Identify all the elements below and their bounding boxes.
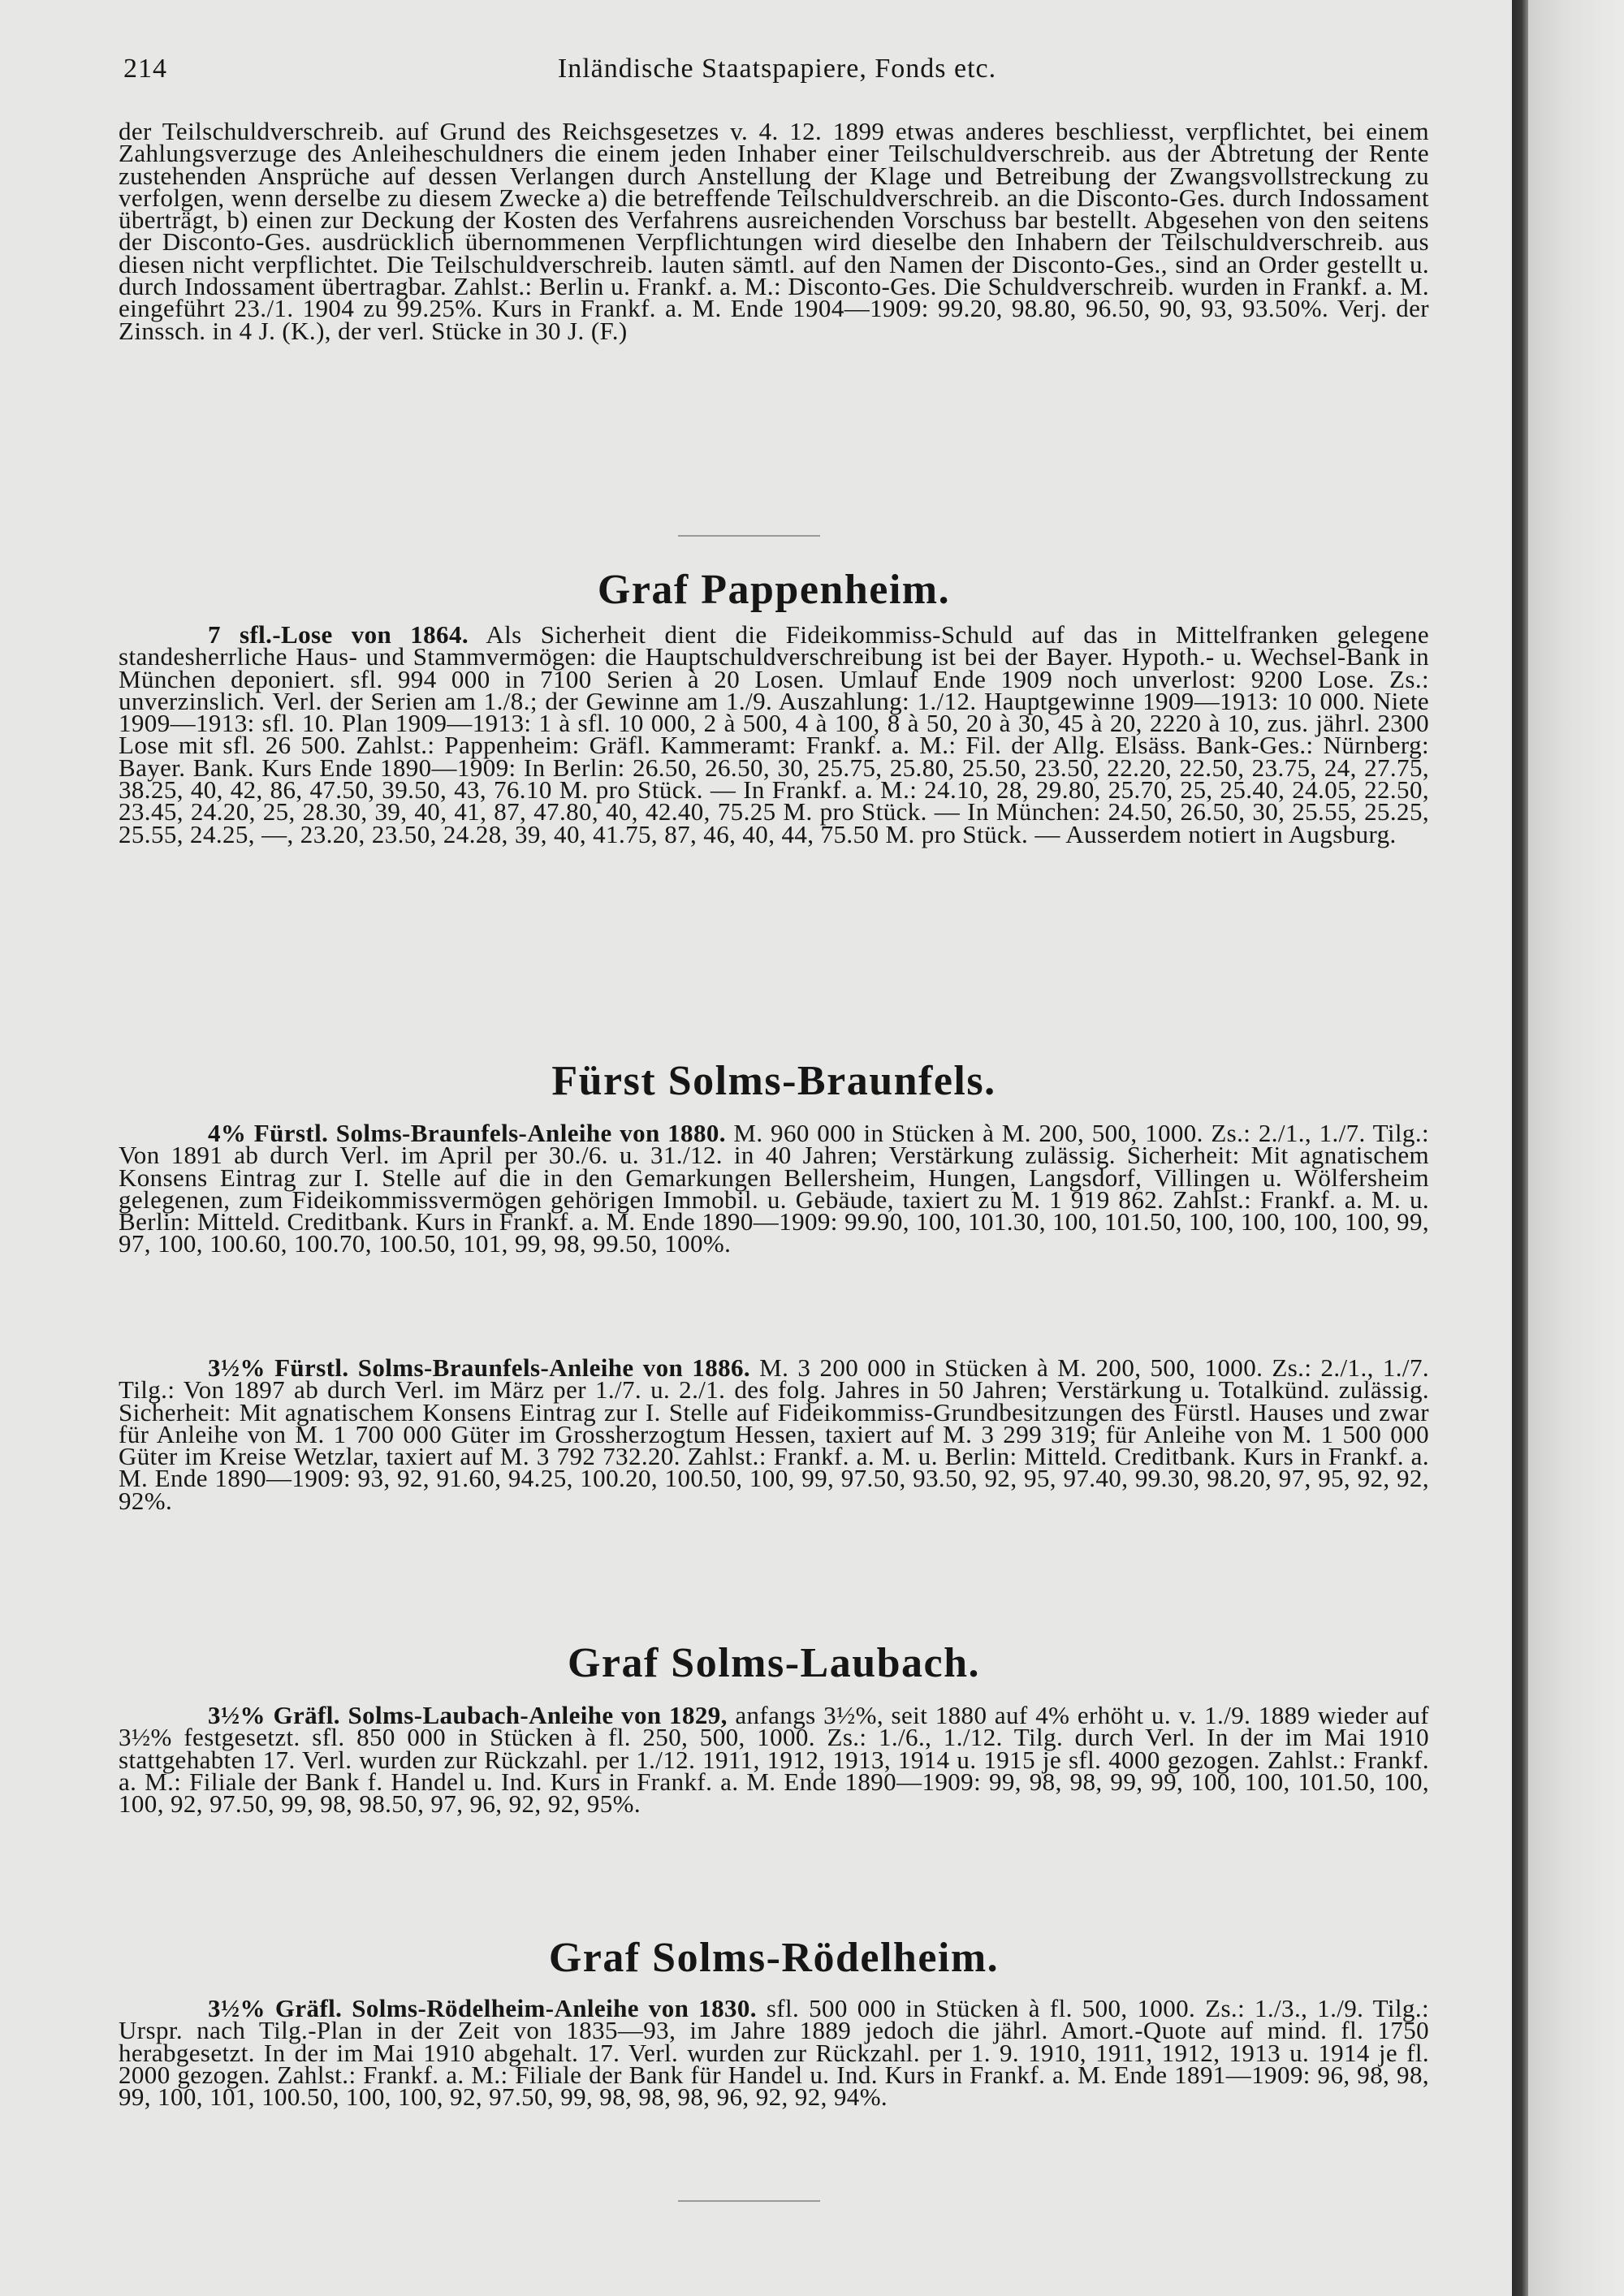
entry-lead: 4% Fürstl. Solms-Braunfels-Anleihe von 1880. (208, 1119, 726, 1147)
entry-laubach-1829 (119, 1701, 1429, 1819)
heading-graf-solms-roedelheim: Graf Solms-Rödelheim. (548, 1935, 1000, 1981)
heading-graf-solms-laubach: Graf Solms-Laubach. (567, 1640, 981, 1686)
running-title: Inländische Staatspapiere, Fonds etc. (557, 54, 997, 84)
page-number: 214 (123, 54, 167, 84)
heading-fuerst-solms-braunfels: Fürst Solms-Braunfels. (551, 1058, 996, 1104)
heading-graf-pappenheim: Graf Pappenheim. (597, 567, 951, 613)
section-divider (678, 535, 820, 537)
entry-text: M. 3 200 000 in Stücken à M. 200, 500, 1000. Zs.: 2./1., 1./7. Tilg.: Von 1897 ab durch Verl. im März per 1./7. u. 2./1. des folg. Jahres in 50 Jahren; Verstärkung u. Totalkünd. zulässig. Sicherheit: Mit agnatischem Konsens Eintrag zur I. Stelle auf Fideikommiss-Grundbesitzungen des Fürstl. Hauses und zwar für Anleihe von M. 1 700 000 Güter im Grossherzogtum Hessen, taxiert auf M. 3 299 319; für Anleihe von M. 1 500 000 Güter im Kreise Wetzlar, taxiert auf M. 3 792 732.20. Zahlst.: Frankf. a. M. u. Berlin: Mitteld. Creditbank. Kurs in Frankf. a. M. Ende 1890—1909: 93, 92, 91.60, 94.25, 100.20, 100.50, 100, 99, 97.50, 93.50, 92, 95, 97.40, 99.30, 98.20, 97, 95, 92, 92, 92%. (119, 1353, 1429, 1515)
entry-braunfels-1880 (119, 1119, 1429, 1258)
entry-text: sfl. 500 000 in Stücken à fl. 500, 1000. Zs.: 1./3., 1./9. Tilg.: Urspr. nach Tilg.-Plan in der Zeit von 1835—93, im Jahre 1889 jedoch die jährl. Amort.-Quote auf mind. fl. 1750 herabgesetzt. In der im Mai 1910 abgehalt. 17. Verl. wurden zur Rückzahl. per 1. 9. 1910, 1911, 1912, 1913 u. 1914 je fl. 2000 gezogen. Zahlst.: Frankf. a. M.: Filiale der Bank für Handel u. Ind. Kurs in Frankf. a. M. Ende 1891—1909: 96, 98, 98, 99, 100, 101, 100.50, 100, 100, 92, 97.50, 99, 98, 98, 98, 96, 92, 92, 94%. (119, 1994, 1429, 2112)
entry-lead: 3½% Gräfl. Solms-Laubach-Anleihe von 1829, (208, 1701, 728, 1729)
entry-braunfels-1886 (119, 1353, 1429, 1515)
page-edge-shadow (1512, 0, 1528, 2296)
page-margin-strip (1528, 0, 1624, 2296)
entry-text: M. 960 000 in Stücken à M. 200, 500, 1000. Zs.: 2./1., 1./7. Tilg.: Von 1891 ab durch Verl. im April per 30./6. u. 31./12. in 40 Jahren; Verstärkung zulässig. Sicherheit: Mit agnatischem Konsens Eintrag zur I. Stelle auf die in den Gemarkungen Bellersheim, Hungen, Langsdorf, Villingen u. Wölfersheim gelegenen, zum Fideikommissvermögen gehörigen Immobil. u. Gebäude, taxiert zu M. 1 919 862. Zahlst.: Frankf. a. M. u. Berlin: Mitteld. Creditbank. Kurs in Frankf. a. M. Ende 1890—1909: 99.90, 100, 101.30, 100, 101.50, 100, 100, 100, 100, 99, 97, 100, 100.60, 100.70, 100.50, 101, 99, 98, 99.50, 100%. (119, 1119, 1429, 1258)
continuation-paragraph: der Teilschuldverschreib. auf Grund des Reichsgesetzes v. 4. 12. 1899 etwas anderes beschliesst, verpflichtet, bei einem Zahlungsverzuge des Anleiheschuldners die einem jeden Inhaber einer Teilschuldverschreib. aus der Abtretung der Rente zustehenden Ansprüche auf dessen Verlangen durch Anstellung der Klage und Betreibung der Zwangsvollstreckung zu verfolgen, wenn derselbe zu diesem Zwecke a) die betreffende Teilschuldverschreib. an die Disconto-Ges. durch Indossament überträgt, b) einen zur Deckung der Kosten des Verfahrens ausreichenden Vorschuss bar bestellt. Abgesehen von den seitens der Disconto-Ges. ausdrücklich übernommenen Verpflichtungen wird dieselbe den Inhabern der Teilschuldverschreib. aus diesen nicht verpflichtet. Die Teilschuldverschreib. lauten sämtl. auf den Namen der Disconto-Ges., sind an Order gestellt u. durch Indossament übertragbar. Zahlst.: Berlin u. Frankf. a. M.: Disconto-Ges. Die Schuldverschreib. wurden in Frankf. a. M. eingeführt 23./1. 1904 zu 99.25%. Kurs in Frankf. a. M. Ende 1904—1909: 99.20, 98.80, 96.50, 90, 93, 93.50%. Verj. der Zinssch. in 4 J. (K.), der verl. Stücke in 30 J. (F.) (119, 117, 1429, 345)
entry-lead: 3½% Gräfl. Solms-Rödelheim-Anleihe von 1830. (208, 1994, 757, 2022)
entry-pappenheim-lose-1864 (119, 620, 1429, 848)
entry-text: Als Sicherheit dient die Fideikommiss-Schuld auf das in Mittelfranken gelegene standesherrliche Haus- und Stammvermögen: die Hauptschuldverschreibung ist bei der Bayer. Hypoth.- u. Wechsel-Bank in München deponiert. sfl. 994 000 in 7100 Serien à 20 Losen. Umlauf Ende 1909 noch unverlost: 9200 Lose. Zs.: unverzinslich. Verl. der Serien am 1./8.; der Gewinne am 1./9. Auszahlung: 1./12. Hauptgewinne 1909—1913: 10 000. Niete 1909—1913: sfl. 10. Plan 1909—1913: 1 à sfl. 10 000, 2 à 500, 4 à 100, 8 à 50, 20 à 30, 45 à 20, 2220 à 10, zus. jährl. 2300 Lose mit sfl. 26 500. Zahlst.: Pappenheim: Gräfl. Kammeramt: Frankf. a. M.: Fil. der Allg. Elsäss. Bank-Ges.: Nürnberg: Bayer. Bank. Kurs Ende 1890—1909: In Berlin: 26.50, 26.50, 30, 25.75, 25.80, 25.50, 23.50, 22.20, 22.50, 23.75, 24, 27.75, 38.25, 40, 42, 86, 47.50, 39.50, 43, 76.10 M. pro Stück. — In Frankf. a. M.: 24.10, 28, 29.80, 25.70, 25, 25.40, 24.05, 22.50, 23.45, 24.20, 25, 28.30, 39, 40, 41, 87, 47.80, 40, 42.40, 75.25 M. pro Stück. — In München: 24.50, 26.50, 30, 25.55, 25.25, 25.55, 24.25, —, 23.20, 23.50, 24.28, 39, 40, 41.75, 87, 46, 40, 44, 75.50 M. pro Stück. — Ausserdem notiert in Augsburg. (119, 620, 1429, 848)
entry-roedelheim-1830 (119, 1994, 1429, 2112)
running-head (123, 54, 1431, 89)
entry-lead: 3½% Fürstl. Solms-Braunfels-Anleihe von 1886. (208, 1353, 751, 1382)
section-divider (678, 2200, 820, 2202)
entry-lead: 7 sfl.-Lose von 1864. (208, 620, 469, 649)
entry-text: anfangs 3½%, seit 1880 auf 4% erhöht u. v. 1./9. 1889 wieder auf 3½% festgesetzt. sfl. 850 000 in Stücken à fl. 250, 500, 1000. Zs.: 1./6., 1./12. Tilg. durch Verl. In der im Mai 1910 stattgehabten 17. Verl. wurden zur Rückzahl. per 1./12. 1911, 1912, 1913, 1914 u. 1915 je sfl. 4000 gezogen. Zahlst.: Frankf. a. M.: Filiale der Bank f. Handel u. Ind. Kurs in Frankf. a. M. Ende 1890—1909: 99, 98, 98, 99, 99, 100, 100, 101.50, 100, 100, 92, 97.50, 99, 98, 98.50, 97, 96, 92, 92, 95%. (119, 1701, 1429, 1819)
